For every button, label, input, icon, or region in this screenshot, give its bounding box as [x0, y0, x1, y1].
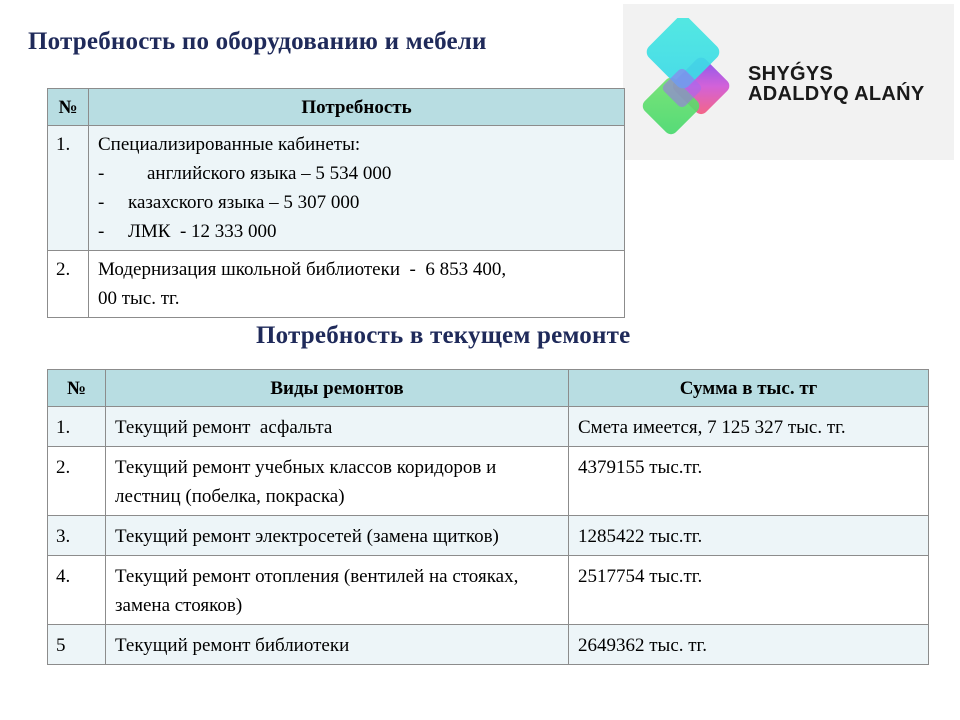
row-number: 5: [48, 625, 106, 665]
column-header-need: Потребность: [89, 89, 625, 126]
table-row: [48, 407, 929, 447]
row-number: 2.: [48, 447, 106, 516]
sum-cell: 1285422 тыс.тг.: [569, 516, 929, 556]
need-cell: [89, 126, 625, 251]
list-dash: -: [98, 192, 105, 213]
row-number: 2.: [48, 251, 89, 318]
row-number: 4.: [48, 556, 106, 625]
repair-type-cell: Текущий ремонт учебных классов коридоров и лестниц (побелка, покраска): [106, 447, 569, 516]
list-item-text: казахского языка – 5 307 000: [128, 192, 360, 213]
need-cell: [89, 251, 625, 318]
column-header-num: №: [48, 89, 89, 126]
row-number: 1.: [48, 126, 89, 251]
table-row: [48, 126, 625, 251]
logo-wordmark: [748, 64, 925, 104]
list-item: [98, 159, 615, 188]
list-item-text: ЛМК - 12 333 000: [128, 221, 277, 242]
table-row: [48, 447, 929, 516]
need-title: Специализированные кабинеты:: [98, 134, 361, 155]
list-dash: -: [98, 163, 105, 184]
table-row: [48, 516, 929, 556]
table-header-row: [48, 370, 929, 407]
list-item-text: английского языка – 5 534 000: [128, 163, 392, 184]
need-text-line: 00 тыс. тг.: [98, 288, 180, 309]
equipment-needs-table: [47, 88, 625, 318]
list-item: [98, 217, 615, 246]
page-title-repair: Потребность в текущем ремонте: [256, 322, 631, 349]
repair-type-cell: Текущий ремонт асфальта: [106, 407, 569, 447]
repair-type-cell: Текущий ремонт отопления (вентилей на стояках, замена стояков): [106, 556, 569, 625]
list-item: [98, 188, 615, 217]
repair-needs-table: [47, 369, 929, 665]
logo-panel: [623, 4, 954, 160]
sum-cell: 2517754 тыс.тг.: [569, 556, 929, 625]
column-header-num: №: [48, 370, 106, 407]
table-row: [48, 625, 929, 665]
repair-type-cell: Текущий ремонт электросетей (замена щитков): [106, 516, 569, 556]
logo-icon: [637, 18, 742, 148]
sum-cell: 2649362 тыс. тг.: [569, 625, 929, 665]
logo-line-1: SHYǴYS: [748, 63, 834, 85]
row-number: 1.: [48, 407, 106, 447]
logo-line-2: ADALDYQ ALAŃY: [748, 83, 925, 105]
need-text-line: Модернизация школьной библиотеки - 6 853 400,: [98, 259, 507, 280]
repair-type-cell: Текущий ремонт библиотеки: [106, 625, 569, 665]
list-dash: -: [98, 221, 105, 242]
page-title-equipment: Потребность по оборудованию и мебели: [28, 28, 487, 55]
table-row: [48, 251, 625, 318]
table-header-row: [48, 89, 625, 126]
table-row: [48, 556, 929, 625]
column-header-sum: Сумма в тыс. тг: [569, 370, 929, 407]
sum-cell: Смета имеется, 7 125 327 тыс. тг.: [569, 407, 929, 447]
row-number: 3.: [48, 516, 106, 556]
sum-cell: 4379155 тыс.тг.: [569, 447, 929, 516]
column-header-repair-type: Виды ремонтов: [106, 370, 569, 407]
